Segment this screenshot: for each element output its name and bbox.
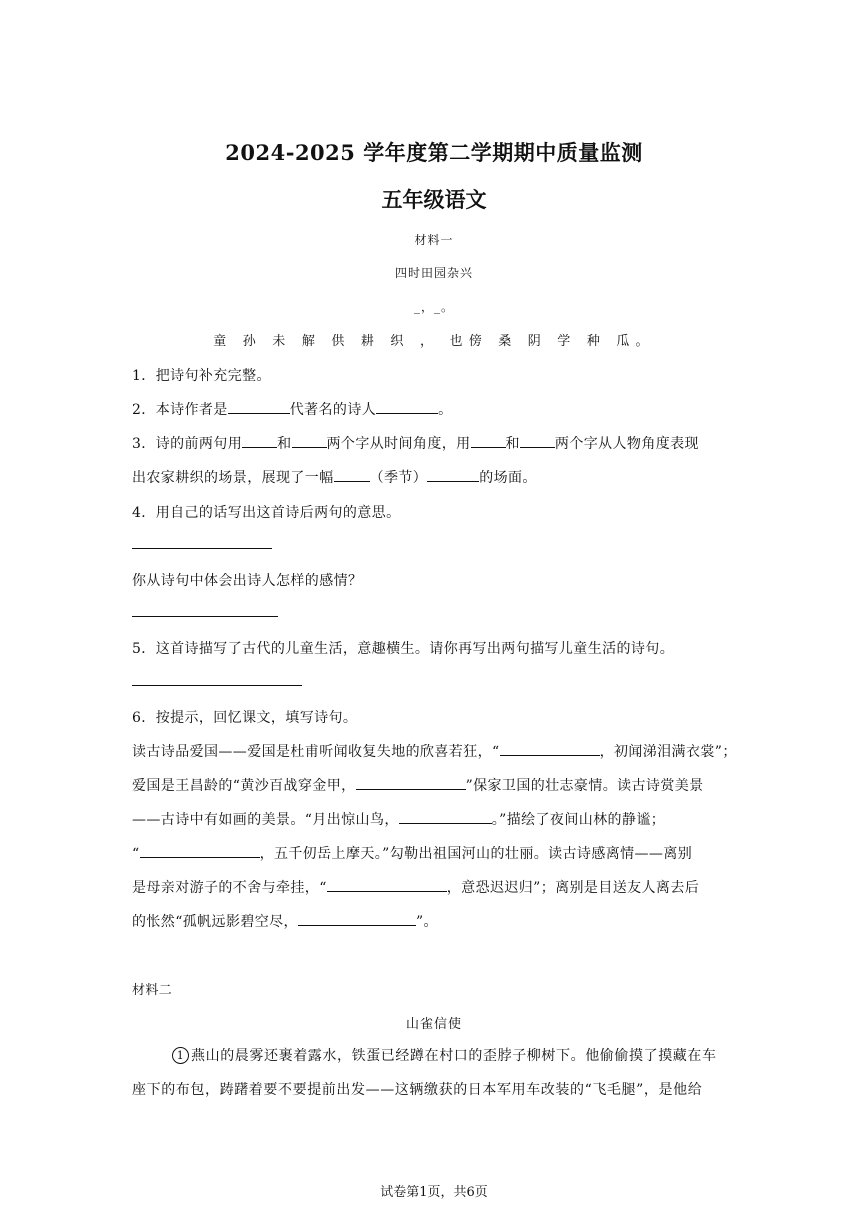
question-4-sub: 你从诗句中体会出诗人怎样的感情？ xyxy=(132,573,363,589)
answer-line[interactable] xyxy=(132,616,278,617)
question-3-line2-text-c: 的场面。 xyxy=(479,470,537,486)
poem-line: 童 孙 未 解 供 耕 织 ， 也傍 桑 阴 学 种 瓜。 xyxy=(213,334,655,349)
q6-text: ，初闻涕泪满衣裳”； xyxy=(599,744,737,760)
question-1: 1．把诗句补充完整。 xyxy=(132,368,271,384)
question-6-line4 xyxy=(132,843,692,863)
answer-line[interactable] xyxy=(132,685,302,686)
question-6-line3 xyxy=(132,809,665,829)
answer-blank[interactable] xyxy=(471,433,506,448)
question-3 xyxy=(132,433,699,453)
story-text: 燕山的晨雾还裹着露水，铁蛋已经蹲在村口的歪脖子柳树下。他偷偷摸了摸藏在车 xyxy=(191,1048,717,1064)
answer-blank[interactable] xyxy=(399,809,492,824)
exam-subtitle: 五年级语文 xyxy=(381,187,487,212)
answer-blank[interactable] xyxy=(334,467,370,482)
page-footer: 试卷第1页，共6页 xyxy=(380,1185,488,1200)
q6-text: 爱国是王昌龄的“黄沙百战穿金甲， xyxy=(132,778,356,794)
answer-blank[interactable] xyxy=(327,877,447,892)
answer-blank[interactable] xyxy=(356,775,466,790)
question-3-line2 xyxy=(132,467,537,487)
answer-blank[interactable] xyxy=(520,433,555,448)
answer-blank[interactable] xyxy=(376,399,438,414)
question-3-line2-text-b: （季节） xyxy=(369,470,428,486)
answer-blank[interactable] xyxy=(427,467,479,482)
story-paragraph-line2: 座下的布包，踌躇着要不要提前出发——这辆缴获的日本军用车改装的“飞毛腿”，是他给 xyxy=(132,1082,703,1098)
material1-label: 材料一 xyxy=(414,233,454,247)
q6-text: ，意恐迟迟归”；离别是目送友人离去后 xyxy=(446,880,700,896)
exam-title: 2024-2025 学年度第二学期期中质量监测 xyxy=(225,140,643,165)
question-5: 5．这首诗描写了古代的儿童生活，意趣横生。请你再写出两句描写儿童生活的诗句。 xyxy=(132,641,675,657)
material2-label: 材料二 xyxy=(132,983,173,998)
question-6-line5 xyxy=(132,877,699,897)
question-2-text-c: 。 xyxy=(438,402,453,418)
answer-blank[interactable] xyxy=(500,741,600,756)
question-4: 4．用自己的话写出这首诗后两句的意思。 xyxy=(132,505,401,521)
question-6-line2 xyxy=(132,775,704,795)
poem-title: 四时田园杂兴 xyxy=(394,266,473,280)
paragraph-number: 1 xyxy=(172,1047,189,1064)
q6-text: 的怅然“孤帆远影碧空尽， xyxy=(132,914,298,930)
question-6: 6．按提示，回忆课文，填写诗句。 xyxy=(132,710,358,726)
q6-text: ”保家卫国的壮志豪情。读古诗赏美景 xyxy=(465,778,704,794)
question-2-text-b: 代著名的诗人 xyxy=(289,402,377,418)
question-3-text-d: 和 xyxy=(505,436,520,452)
answer-blank[interactable] xyxy=(292,433,327,448)
answer-blank[interactable] xyxy=(242,433,277,448)
q6-text: ，五千仞岳上摩天。”勾勒出祖国河山的壮丽。读古诗感离情——离别 xyxy=(259,846,693,862)
q6-text: 读古诗品爱国——爱国是杜甫听闻收复失地的欣喜若狂，“ xyxy=(132,744,500,760)
answer-blank[interactable] xyxy=(140,843,260,858)
q6-text: “ xyxy=(132,846,140,862)
q6-text: ——古诗中有如画的美景。“月出惊山鸟， xyxy=(132,812,399,828)
q6-text: 是母亲对游子的不舍与牵挂，“ xyxy=(132,880,327,896)
question-2-text-a: 2．本诗作者是 xyxy=(132,402,228,418)
question-3-text-c: 两个字从时间角度，用 xyxy=(326,436,471,452)
answer-line[interactable] xyxy=(132,548,272,549)
question-3-line2-text-a: 出农家耕织的场景，展现了一幅 xyxy=(132,470,334,486)
question-6-line1 xyxy=(132,741,737,761)
answer-blank[interactable] xyxy=(298,911,416,926)
q6-text: 。”描绘了夜间山林的静谧； xyxy=(491,812,666,828)
question-3-text-e: 两个字从人物角度表现 xyxy=(554,436,699,452)
q6-text: ”。 xyxy=(415,914,438,930)
question-6-line6 xyxy=(132,911,438,931)
story-paragraph-line1 xyxy=(172,1045,717,1065)
question-3-text-b: 和 xyxy=(277,436,292,452)
question-2 xyxy=(132,399,453,419)
answer-blank[interactable] xyxy=(228,399,290,414)
question-3-text-a: 3．诗的前两句用 xyxy=(132,436,243,452)
story-title: 山雀信使 xyxy=(405,1017,462,1032)
poem-blank-line: _，_。 xyxy=(413,300,454,314)
